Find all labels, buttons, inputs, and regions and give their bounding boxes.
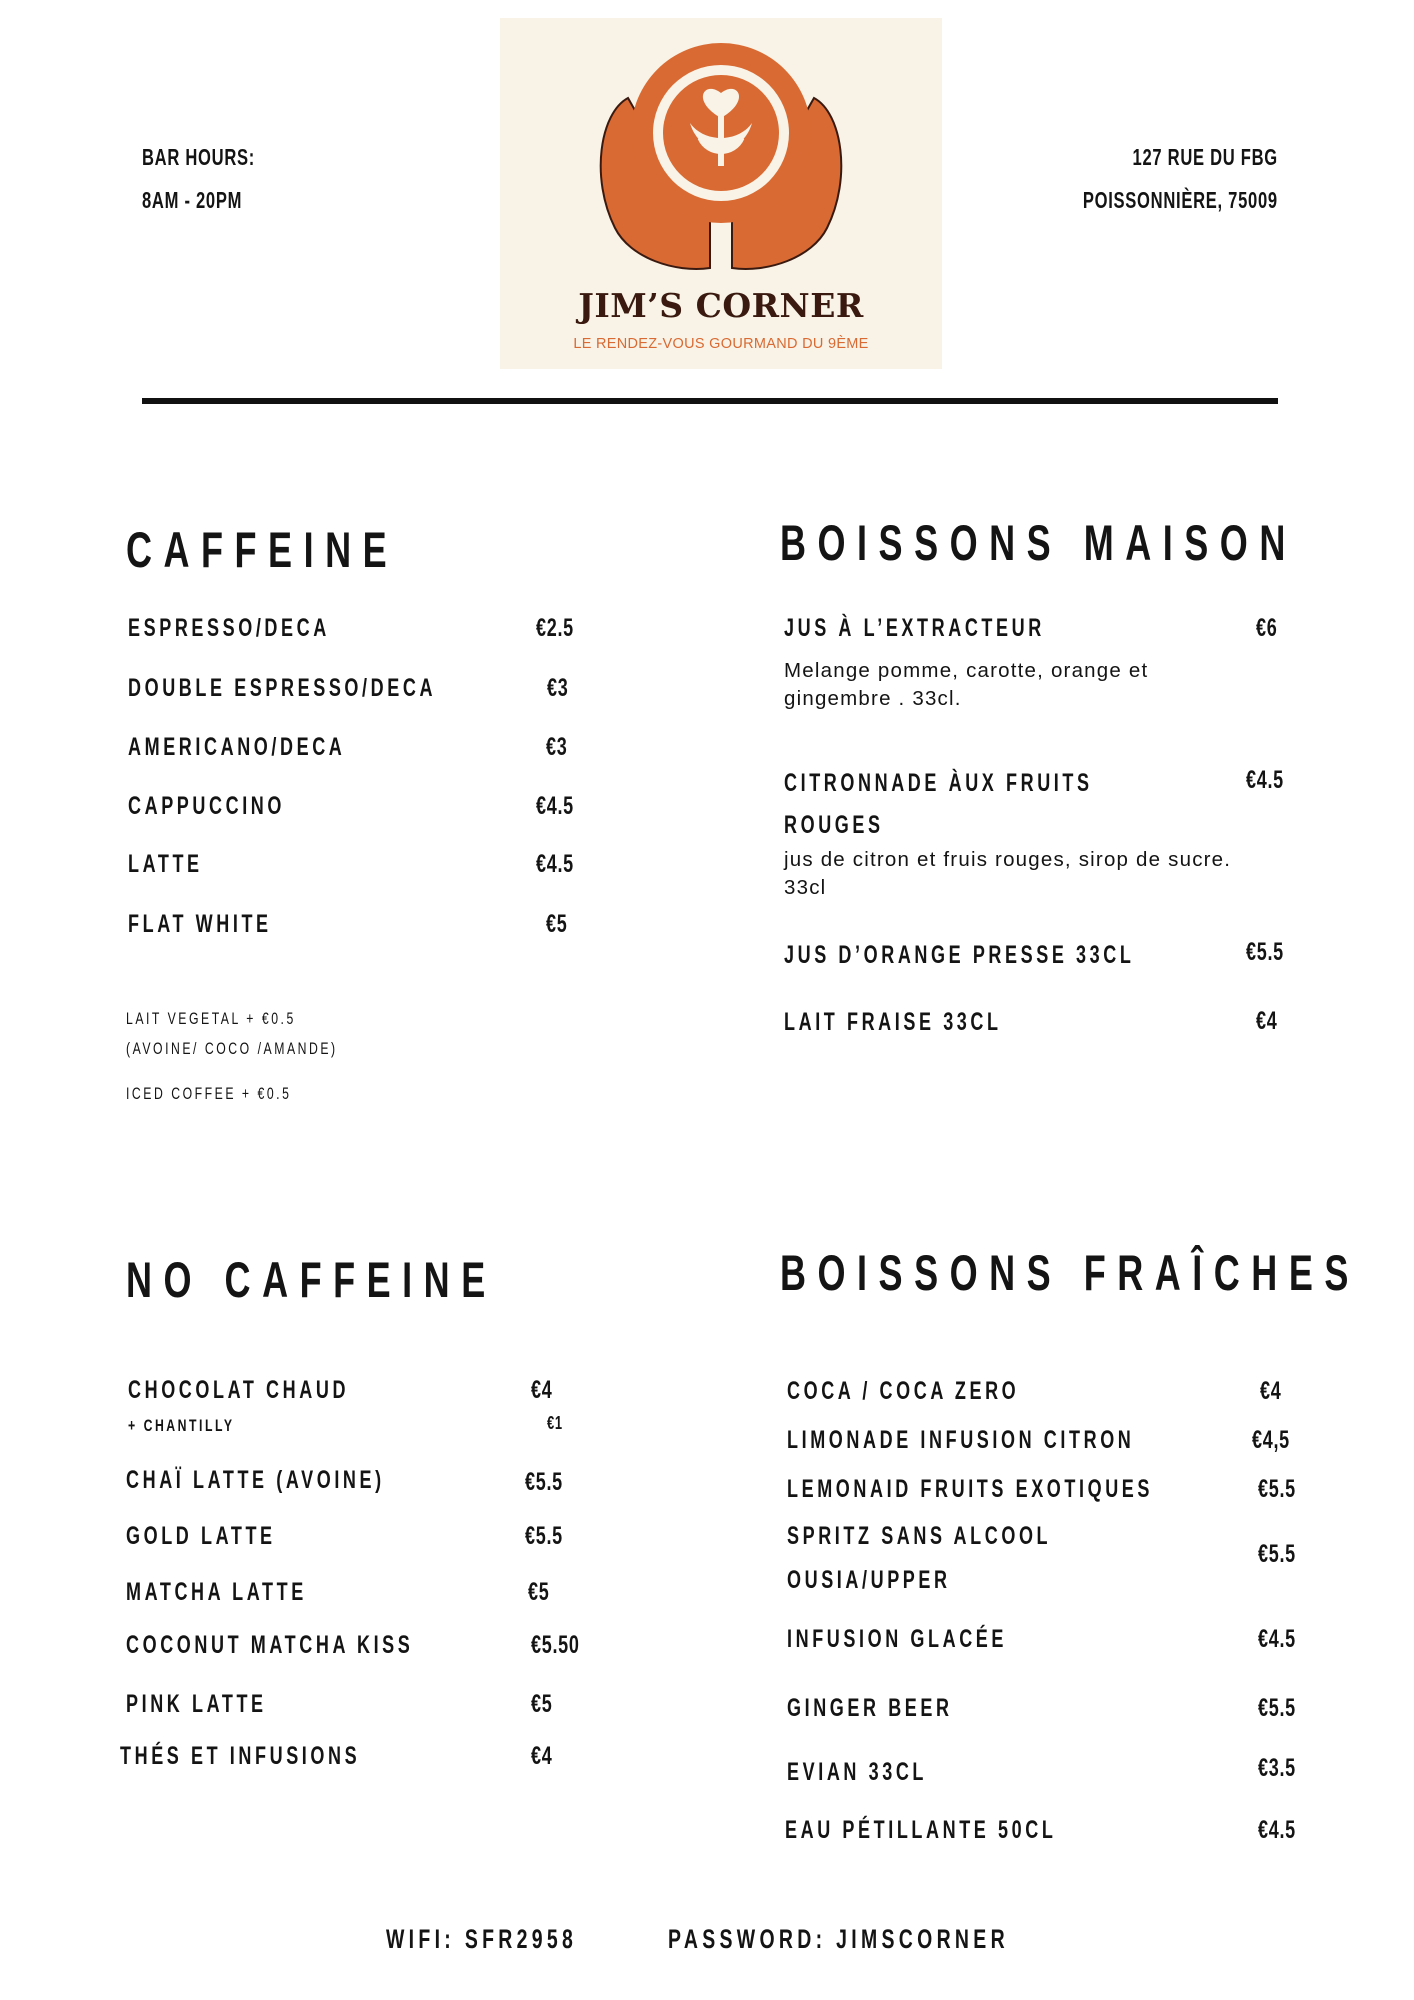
menu-item-price: €4.5 — [1246, 766, 1284, 794]
menu-item-price: €5.5 — [1246, 938, 1284, 966]
menu-item: JUS D’ORANGE PRESSE 33CL — [784, 941, 1135, 969]
menu-item-price: €3 — [547, 674, 569, 702]
menu-item: EVIAN 33CL — [787, 1758, 928, 1786]
bar-hours-value: 8AM - 20PM — [142, 187, 243, 213]
menu-item: GINGER BEER — [787, 1694, 953, 1722]
menu-item: JUS À L’EXTRACTEUR — [784, 614, 1045, 642]
menu-item: SPRITZ SANS ALCOOL — [787, 1522, 1052, 1550]
address-line-2: POISSONNIÈRE, 75009 — [1082, 187, 1278, 213]
menu-item: FLAT WHITE — [128, 910, 272, 938]
section-title-boissons-maison: BOISSONS MAISON — [780, 515, 1297, 571]
menu-item-price: €4 — [531, 1742, 553, 1770]
menu-item: GOLD LATTE — [126, 1522, 276, 1550]
menu-item: COCONUT MATCHA KISS — [126, 1631, 414, 1659]
menu-item-description: jus de citron et fruis rouges, sirop de sucre. 33cl — [784, 848, 1232, 899]
brand-name: JIM’S CORNER — [578, 286, 864, 325]
menu-item-price: €4.5 — [1258, 1625, 1296, 1653]
menu-item: OUSIA/UPPER — [787, 1566, 951, 1594]
menu-item: INFUSION GLACÉE — [787, 1625, 1008, 1653]
menu-item: ROUGES — [784, 811, 884, 839]
menu-item-price: €5 — [528, 1578, 550, 1606]
menu-item-price: €5 — [546, 910, 568, 938]
menu-item-description: Melange pomme, carotte, orange et gingembre . 33cl. — [784, 659, 1149, 710]
section-title-no-caffeine: NO CAFFEINE — [126, 1252, 497, 1308]
menu-item: EAU PÉTILLANTE 50CL — [785, 1816, 1057, 1844]
brand-tagline: LE RENDEZ-VOUS GOURMAND DU 9ÈME — [573, 336, 869, 352]
menu-item: MATCHA LATTE — [126, 1578, 307, 1606]
menu-item-price: €5.5 — [525, 1522, 563, 1550]
section-title-boissons-fraiches: BOISSONS FRAÎCHES — [780, 1245, 1360, 1301]
menu-item-price: €4,5 — [1252, 1426, 1290, 1454]
menu-item-price: €4.5 — [536, 850, 574, 878]
menu-item-price: €5.5 — [1258, 1475, 1296, 1503]
menu-item: AMERICANO/DECA — [128, 733, 346, 761]
menu-item: LAIT FRAISE 33CL — [784, 1008, 1002, 1036]
wifi-name: WIFI: SFR2958 — [386, 1924, 578, 1954]
menu-item: ESPRESSO/DECA — [128, 614, 330, 642]
menu-item: DOUBLE ESPRESSO/DECA — [128, 674, 437, 702]
note: LAIT VEGETAL + €0.5 — [126, 1009, 296, 1028]
menu-item: CITRONNADE ÀUX FRUITS — [784, 769, 1093, 797]
menu-item-price: €5.50 — [531, 1631, 580, 1659]
menu-item-price: €4 — [1256, 1007, 1278, 1035]
header-divider — [142, 398, 1278, 404]
menu-item: COCA / COCA ZERO — [787, 1377, 1020, 1405]
coffee-hands-icon — [500, 18, 942, 278]
menu-item: LATTE — [128, 850, 203, 878]
menu-item-extra-price: €1 — [547, 1413, 563, 1433]
menu-item: LIMONADE INFUSION CITRON — [787, 1426, 1135, 1454]
note: (AVOINE/ COCO /AMANDE) — [126, 1039, 338, 1058]
menu-item-price: €5.5 — [1258, 1540, 1296, 1568]
logo — [500, 18, 942, 369]
menu-item-price: €4 — [1260, 1377, 1282, 1405]
address-line-1: 127 RUE DU FBG — [1132, 144, 1278, 170]
menu-item: CAPPUCCINO — [128, 792, 286, 820]
menu-item-price: €3.5 — [1258, 1754, 1296, 1782]
menu-item: CHOCOLAT CHAUD — [128, 1376, 350, 1404]
menu-item-extra: + CHANTILLY — [128, 1416, 235, 1435]
menu-item: THÉS ET INFUSIONS — [120, 1742, 361, 1770]
menu-item-price: €4 — [531, 1376, 553, 1404]
note: ICED COFFEE + €0.5 — [126, 1084, 292, 1103]
menu-item-price: €4.5 — [536, 792, 574, 820]
menu-item: CHAÏ LATTE (AVOINE) — [126, 1466, 385, 1494]
menu-item: PINK LATTE — [126, 1690, 267, 1718]
menu-item-price: €5 — [531, 1690, 553, 1718]
wifi-password: PASSWORD: JIMSCORNER — [668, 1924, 1009, 1954]
menu-item-price: €5.5 — [1258, 1694, 1296, 1722]
menu-item: LEMONAID FRUITS EXOTIQUES — [787, 1475, 1154, 1503]
bar-hours-label: BAR HOURS: — [142, 144, 256, 170]
menu-item-price: €4.5 — [1258, 1816, 1296, 1844]
menu-item-price: €2.5 — [536, 614, 574, 642]
section-title-caffeine: CAFFEINE — [126, 522, 399, 578]
menu-item-price: €3 — [546, 733, 568, 761]
menu-item-price: €5.5 — [525, 1468, 563, 1496]
menu-item-price: €6 — [1256, 614, 1278, 642]
